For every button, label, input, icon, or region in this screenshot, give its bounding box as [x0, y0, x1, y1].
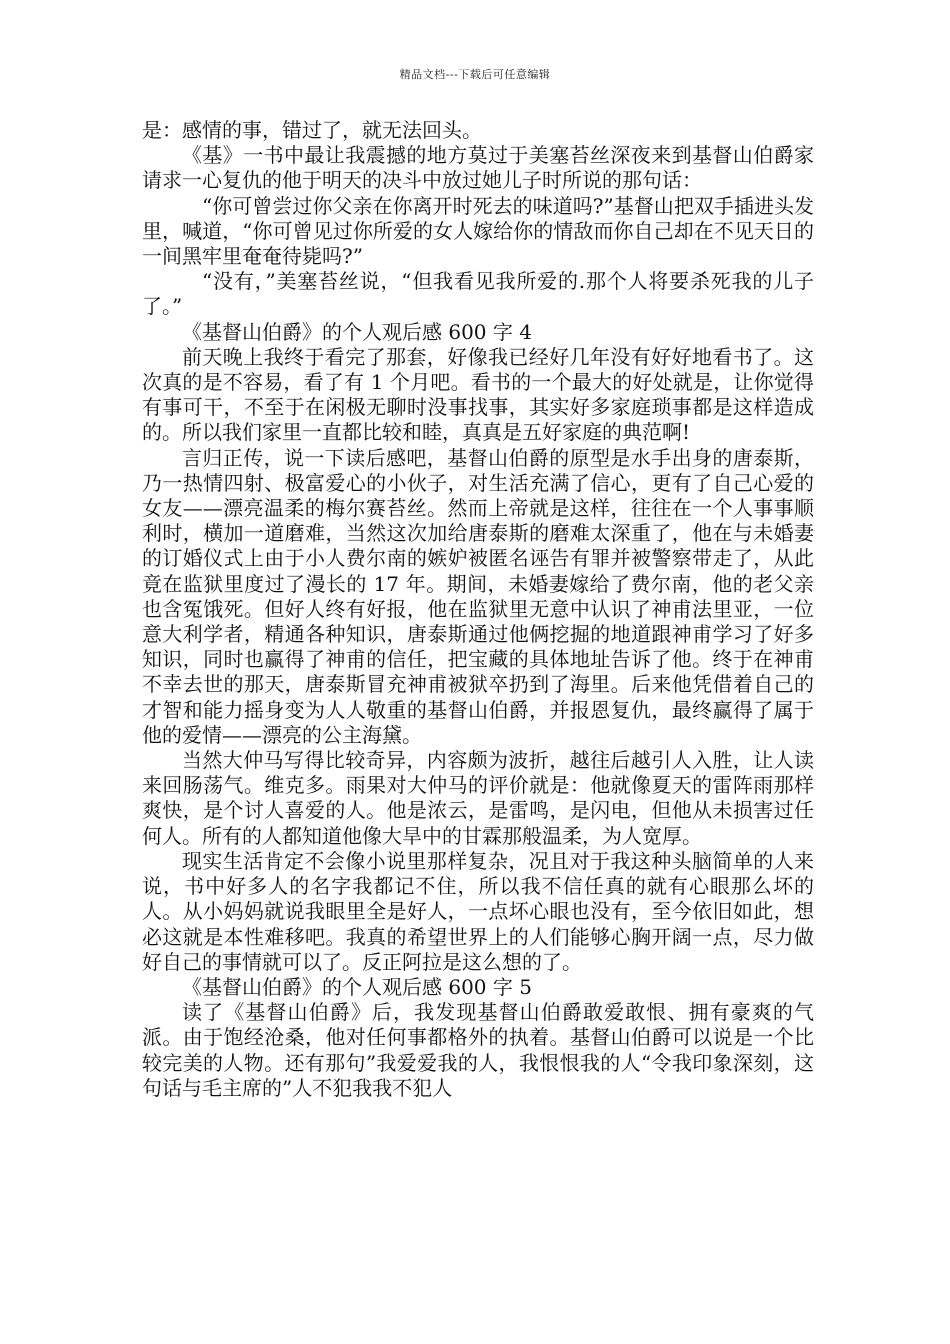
section-heading-5: 《基督山伯爵》的个人观后感 600 字 5 [182, 974, 532, 999]
document-body [142, 118, 814, 1101]
paragraph-dumas: 当然大仲马写得比较奇异，内容颇为波折，越往后越引人入胜，让人读来回肠荡气。维克多。雨果对大仲马的评价就是：他就像夏天的雷阵雨那样爽快，是个讨人喜爱的人。他是浓云，是雷鸣，是闪电，但他从未损害过任何人。所有的人都知道他像大旱中的甘霖那般温柔，为人宽厚。 [142, 748, 814, 848]
paragraph-continuation: 是：感情的事，错过了，就无法回头。 [142, 118, 482, 142]
paragraph-reading: 前天晚上我终于看完了那套，好像我已经好几年没有好好地看书了。这次真的是不容易，看了有 1 个月吧。看书的一个最大的好处就是，让你觉得有事可干，不至于在闲极无聊时没事找事，其实好多家庭琐事都是这样造成的。所以我们家里一直都比较和睦，真真是五好家庭的典范啊! [142, 344, 814, 445]
paragraph-summary: 言归正传，说一下读后感吧，基督山伯爵的原型是水手出身的唐泰斯，乃一热情四射、极富爱心的小伙子，对生活充满了信心，更有了自己心爱的女友——漂亮温柔的梅尔赛苔丝。然而上帝就是这样，往往在一个人事事顺利时，横加一道磨难，当然这次加给唐泰斯的磨难太深重了，他在与未婚妻的订婚仪式上由于小人费尔南的嫉妒被匿名诬告有罪并被警察带走了，从此竟在监狱里度过了漫长的 17 年。期间，未婚妻嫁给了费尔南，他的老父亲也含冤饿死。但好人终有好报，他在监狱里无意中认识了神甫法里亚，一位意大利学者，精通各种知识，唐泰斯通过他俩挖掘的地道跟神甫学习了好多知识，同时也赢得了神甫的信任，把宝藏的具体地址告诉了他。终于在神甫不幸去世的那天，唐泰斯冒充神甫被狱卒扔到了海里。后来他凭借着自己的才智和能力摇身变为人人敬重的基督山伯爵，并报恩复仇，最终赢得了属于他的爱情——漂亮的公主海黛。 [142, 445, 814, 747]
page-header: 精品文档---下载后可任意编辑 [399, 68, 551, 81]
paragraph-reality: 现实生活肯定不会像小说里那样复杂，况且对于我这种头脑简单的人来说，书中好多人的名字我都记不住，所以我不信任真的就有心眼那么坏的人。从小妈妈就说我眼里全是好人，一点坏心眼也没有，至今依旧如此，想必这就是本性难移吧。我真的希望世界上的人们能够心胸开阔一点，尽力做好自己的事情就可以了。反正阿拉是这么想的了。 [142, 848, 814, 974]
paragraph-quote-intro: 《基》一书中最让我震撼的地方莫过于美塞苔丝深夜来到基督山伯爵家请求一心复仇的他于明天的决斗中放过她儿子时所说的那句话： [142, 143, 814, 193]
section-heading-4: 《基督山伯爵》的个人观后感 600 字 4 [182, 319, 532, 344]
paragraph-quote-mercedes: “没有，”美塞苔丝说，“但我看见我所爱的.那个人将要杀死我的儿子了。” [142, 269, 814, 319]
paragraph-quote-count: “你可曾尝过你父亲在你离开时死去的味道吗?”基督山把双手插进头发里，喊道，“你可曾见过你所爱的女人嫁给你的情敌而你自己却在不见天日的一间黑牢里奄奄待毙吗?” [142, 193, 814, 269]
paragraph-review-5: 读了《基督山伯爵》后，我发现基督山伯爵敢爱敢恨、拥有豪爽的气派。由于饱经沧桑，他对任何事都格外的执着。基督山伯爵可以说是一个比较完美的人物。还有那句”我爱爱我的人，我恨恨我的人“令我印象深刻，这句话与毛主席的”人不犯我我不犯人 [142, 1000, 814, 1100]
